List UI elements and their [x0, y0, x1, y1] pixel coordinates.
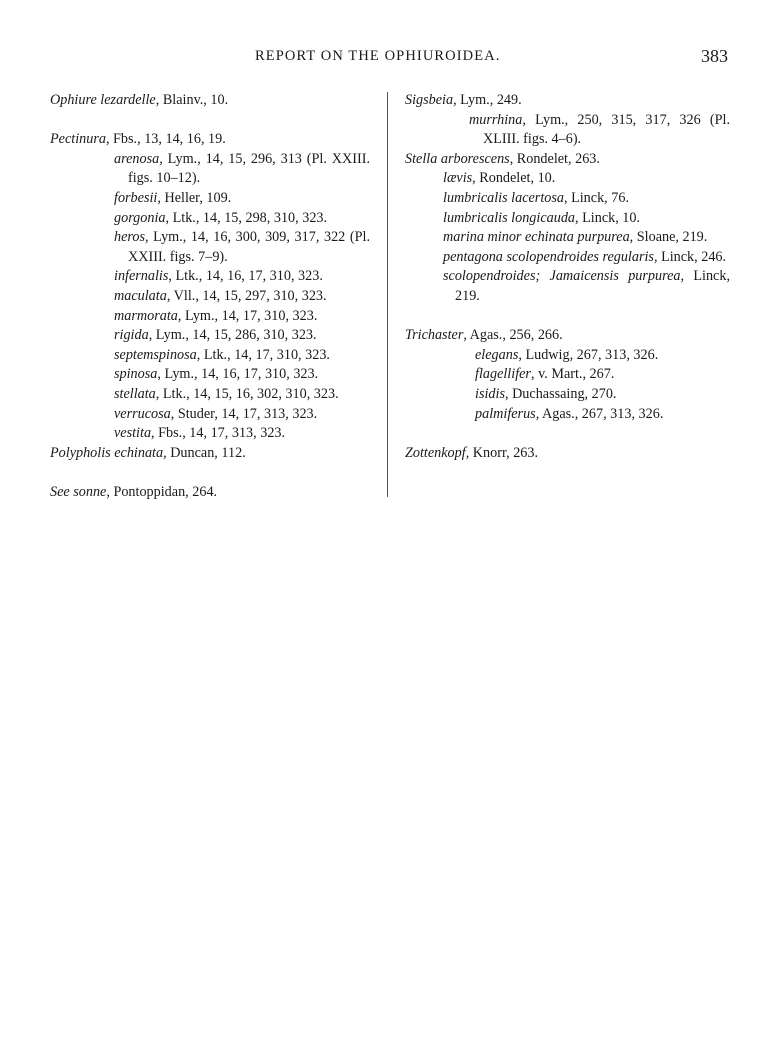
entry-refs: , Agas., 267, 313, 326.: [535, 405, 664, 422]
spacer: [405, 307, 730, 327]
index-entry-see-sonne: [50, 483, 370, 503]
entry-name: heros: [114, 229, 146, 246]
entry-refs: , Heller, 109.: [157, 189, 232, 206]
index-subentry: [50, 424, 370, 444]
entry-refs: , Lym., 14, 16, 17, 310, 323.: [157, 366, 319, 383]
index-entry-polypholis: [50, 444, 370, 464]
index-subentry: [405, 385, 730, 405]
entry-name: flagellifer: [475, 366, 531, 383]
index-subentry: [405, 365, 730, 385]
entry-refs: , Lym., 14, 15, 296, 313 (Pl. XXIII. figs. 10–12).: [128, 150, 370, 187]
entry-refs: , v. Mart., 267.: [530, 366, 615, 383]
entry-refs: , Lym., 14, 17, 310, 323.: [177, 307, 318, 324]
running-title: REPORT ON THE OPHIUROIDEA.: [255, 48, 501, 64]
entry-name: septemspinosa: [114, 346, 197, 363]
index-subentry: [50, 365, 370, 385]
entry-name: forbesii: [114, 189, 158, 206]
entry-refs: , Vll., 14, 15, 297, 310, 323.: [166, 287, 327, 304]
entry-refs: , Blainv., 10.: [155, 92, 229, 108]
index-subentry: [50, 287, 370, 307]
index-subentry: [405, 189, 730, 209]
index-subentry: [50, 209, 370, 229]
entry-refs: , Lym., 14, 15, 286, 310, 323.: [148, 327, 317, 344]
entry-name: Stella arborescens: [405, 150, 510, 167]
entry-name: arenosa: [114, 150, 160, 167]
entry-name: spinosa: [114, 366, 158, 383]
spacer: [405, 424, 730, 444]
spacer: [50, 111, 370, 131]
entry-name: marmorata: [114, 307, 178, 324]
entry-refs: , Lym., 250, 315, 317, 326 (Pl. XLIII. figs. 4–6).: [483, 111, 730, 148]
index-subentry: [50, 405, 370, 425]
page-number: 383: [701, 46, 728, 66]
entry-name: lævis: [443, 170, 473, 187]
entry-refs: , Agas., 256, 266.: [463, 327, 563, 344]
entry-name: verrucosa: [114, 405, 171, 422]
column-divider: [387, 92, 388, 497]
entry-refs: , Rondelet, 263.: [509, 150, 600, 167]
index-subentry: [405, 228, 730, 248]
entry-name: murrhina: [469, 111, 523, 128]
entry-name: maculata: [114, 287, 167, 304]
entry-refs: , Ltk., 14, 15, 16, 302, 310, 323.: [155, 385, 339, 402]
index-subentry: [405, 209, 730, 229]
index-subentry: [405, 111, 730, 150]
entry-refs: , Duchassaing, 270.: [504, 385, 617, 402]
entry-name: Sigsbeia: [405, 92, 454, 108]
index-subentry: [50, 385, 370, 405]
index-subentry: [50, 346, 370, 366]
entry-refs: , Duncan, 112.: [163, 444, 246, 461]
entry-refs: , Lym., 249.: [453, 92, 522, 108]
entry-name: isidis: [475, 385, 505, 402]
index-subentry: [50, 326, 370, 346]
entry-refs: , Ludwig, 267, 313, 326.: [518, 346, 659, 363]
entry-refs: , Fbs., 13, 14, 16, 19.: [105, 131, 226, 148]
entry-name: elegans: [475, 346, 519, 363]
entry-name: marina minor echinata purpurea: [443, 229, 630, 246]
index-column-left: [50, 91, 370, 502]
entry-name: scolopendroides; Jamaicensis purpurea: [443, 268, 681, 285]
index-column-right: [405, 91, 730, 463]
spacer: [50, 463, 370, 483]
entry-refs: , Linck, 219.: [455, 268, 730, 304]
entry-refs: , Ltk., 14, 16, 17, 310, 323.: [168, 268, 323, 285]
index-entry-stella: [405, 150, 730, 170]
entry-name: See sonne: [50, 483, 107, 500]
entry-name: Polypholis echinata: [50, 444, 164, 461]
index-subentry: [50, 150, 370, 189]
entry-refs: , Studer, 14, 17, 313, 323.: [170, 405, 318, 422]
entry-name: palmiferus: [475, 405, 536, 422]
index-entry-sigsbeia: [405, 91, 730, 111]
entry-refs: , Linck, 10.: [575, 209, 641, 226]
entry-refs: , Ltk., 14, 17, 310, 323.: [196, 346, 330, 363]
index-subentry: [405, 169, 730, 189]
index-subentry: [50, 189, 370, 209]
index-subentry: [405, 346, 730, 366]
entry-refs: , Knorr, 263.: [465, 444, 539, 461]
entry-refs: , Linck, 76.: [563, 189, 629, 206]
entry-name: vestita: [114, 425, 152, 442]
entry-refs: , Fbs., 14, 17, 313, 323.: [151, 425, 286, 442]
entry-refs: , Sloane, 219.: [629, 229, 708, 246]
index-entry-ophiure: [50, 91, 370, 111]
entry-refs: , Ltk., 14, 15, 298, 310, 323.: [165, 209, 328, 226]
entry-name: Ophiure lezardelle: [50, 92, 156, 108]
entry-refs: , Linck, 246.: [653, 248, 727, 265]
entry-name: rigida: [114, 327, 149, 344]
entry-refs: , Pontoppidan, 264.: [106, 483, 218, 500]
entry-name: Trichaster: [405, 327, 464, 344]
index-subentry: [405, 248, 730, 268]
entry-refs: , Lym., 14, 16, 300, 309, 317, 322 (Pl. XXIII. figs. 7–9).: [128, 229, 370, 265]
index-subentry: [50, 307, 370, 327]
entry-name: pentagona scolopendroides regularis: [443, 248, 654, 265]
entry-name: lumbricalis longicauda: [443, 209, 576, 226]
index-entry-trichaster: [405, 326, 730, 346]
running-head: [0, 48, 776, 70]
entry-refs: , Rondelet, 10.: [472, 170, 556, 187]
index-subentry: [405, 267, 730, 306]
entry-name: gorgonia: [114, 209, 166, 226]
entry-name: Pectinura: [50, 131, 106, 148]
entry-name: infernalis: [114, 268, 169, 285]
index-entry-zottenkopf: [405, 444, 730, 464]
index-subentry: [405, 405, 730, 425]
entry-name: stellata: [114, 385, 156, 402]
index-subentry: [50, 228, 370, 267]
entry-name: lumbricalis lacertosa: [443, 189, 564, 206]
entry-name: Zottenkopf: [405, 444, 466, 461]
index-entry-pectinura: [50, 130, 370, 150]
index-subentry: [50, 267, 370, 287]
